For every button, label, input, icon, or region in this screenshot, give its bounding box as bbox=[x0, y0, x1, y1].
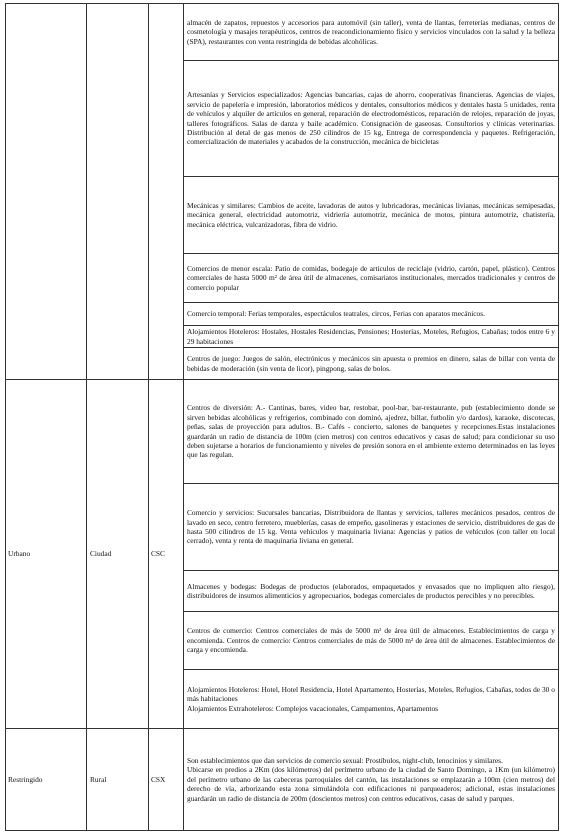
use-description bbox=[184, 729, 559, 831]
subzone-cell: Rural bbox=[87, 729, 149, 831]
land-use-table bbox=[5, 3, 559, 831]
zone-cell: Urbano bbox=[6, 380, 87, 729]
use-text: Centros de comercio: Centros comerciales de más de 5000 m² de área útil de almacenes. Establecimientos de carga y encomienda. Centros de comercio: Centros comerciales de más de 5000 m² de área útil de almacenes. Establecimientos de carga y encomienda. bbox=[187, 626, 555, 655]
subzone-cell: Ciudad bbox=[87, 380, 149, 729]
use-text: Son establecimientos que dan servicios de comercio sexual: Prostíbulos, night-club, lenocinios y similares. bbox=[187, 755, 503, 765]
use-text: Comercio temporal: Ferias temporales, espectáculos teatrales, circos, Ferias con aparatos mecánicos. bbox=[187, 309, 485, 319]
code-cell: CSC bbox=[149, 380, 184, 729]
use-description bbox=[184, 177, 559, 254]
use-text: Comercios de menor escala: Patio de comidas, bodegaje de artículos de reciclaje (vidrio, cartón, papel, plástico). Centros comerciales de hasta 5000 m² de área útil de almacenes, comisariatos institucionales, mercados tradicionales y centros de comercio popular bbox=[187, 263, 555, 292]
zone-cell: Restringido bbox=[6, 729, 87, 831]
use-text: Ubicarse en predios a 2Km (dos kilómetros) del perímetro urbano de la ciudad de Santo Domingo, a 1Km (un kilómetro) del perímetro urbano de las cabeceras parroquiales del cantón, las instalaciones se emplazarán a 100m (cien metros) del derecho de vía, arborizando esta zona simulándola con edificaciones ni parqueaderos; adicional, estas instalaciones guardarán un radio de distancia de 200m (doscientos metros) con centros educativos, casas de salud y parques. bbox=[187, 765, 555, 803]
use-text: Alojamientos Extrahoteleros: Complejos vacacionales, Campamentos, Apartamentos bbox=[187, 703, 439, 713]
table-row bbox=[6, 4, 559, 61]
use-description bbox=[184, 326, 559, 348]
zone-cell bbox=[6, 4, 87, 380]
use-text: Almacenes y bodegas: Bodegas de productos (elaborados, empaquetados y envasados que no impliquen alto riesgo), distribuidores de insumos alimenticios y agropecuarios, bodegas comerciales de productos perecibles y no perecibles. bbox=[187, 581, 555, 600]
use-description bbox=[184, 254, 559, 303]
use-text: Mecánicas y similares: Cambios de aceite, lavadoras de autos y lubricadoras, mecánicas livianas, mecánicas semipesadas, mecánica general, electricidad automotriz, vidriería automotriz, mecánica de motos, pintura automotriz, chatistería, mecánica eléctrica, vulcanizadoras, fibra de vidrio. bbox=[187, 200, 555, 229]
subzone-cell bbox=[87, 4, 149, 380]
use-description bbox=[184, 348, 559, 380]
code-cell: CSX bbox=[149, 729, 184, 831]
use-description bbox=[184, 303, 559, 326]
use-description bbox=[184, 670, 559, 729]
use-text: Artesanías y Servicios especializados: Agencias bancarias, cajas de ahorro, cooperativas financieras. Agencias de viajes, servicio de papelería e impresión, laboratorios médicos y dentales, consultorios médicos y dentales hasta 5 unidades, renta de vehículos y alquiler de artículos en general, reparación de electrodomésticos, reparación de relojes, reparación de joyas, talleres fotográficos. Salas de danza y baile académico. Consignación de gaseosas. Consultorios y clínicas veterinarias. Distribución al detal de gas menos de 250 cilindros de 15 kg, Entrega de correspondencia y paquetes. Refrigeración, comercialización de materiales y acabados de la construcción, mecánica de bicicletas bbox=[187, 90, 555, 147]
use-description bbox=[184, 484, 559, 571]
table-row bbox=[6, 729, 559, 831]
use-description bbox=[184, 612, 559, 670]
use-description bbox=[184, 380, 559, 484]
use-description bbox=[184, 61, 559, 177]
use-text: Centros de diversión: A.- Cantinas, bares, video bar, restobar, pool-bar, bar-restaurante, pub (establecimiento donde se sirven bebidas alcohólicas y refrigerios, combinado con dominó, ajedrez, billar, futbolín y/o dardos), karaoke, discotecas, peñas, salas de proyección para adultos. B.- Cafés - concierto, salones de banquetes y recepciones.Estas instalaciones guardarán un radio de distancia de 100m (cien metros) con centros educativos y casas de salud; para condicionar su uso deben sujetarse a horarios de funcionamiento y niveles de presión sonora en el ambiente externo determinados en las leyes que las regulan. bbox=[187, 403, 555, 460]
use-description bbox=[184, 571, 559, 612]
use-description bbox=[184, 4, 559, 61]
use-text: almacén de zapatos, repuestos y accesorios para automóvil (sin taller), venta de llantas, ferreterías medianas, centros de cosmetología y masajes terapéuticos, centros de reacondicionamiento físico y servicios vinculados con la salud y la belleza (SPA), restaurantes con venta restringida de bebidas alcohólicas. bbox=[187, 17, 555, 46]
code-cell bbox=[149, 4, 184, 380]
use-text: Alojamientos Hoteleros: Hostales, Hostales Residencias, Pensiones; Hosterías, Moteles, Refugios, Cabañas; todos entre 6 y 29 habitaciones bbox=[187, 327, 555, 346]
use-text: Centros de juego: Juegos de salón, electrónicos y mecánicos sin apuesta o premios en dinero, salas de billar con venta de bebidas de moderación (sin venta de licor), pingpong, salas de bolos. bbox=[187, 354, 555, 373]
use-text: Alojamientos Hoteleros: Hotel, Hotel Residencia, Hotel Apartamento, Hosterías, Moteles, Refugios, Cabañas, todos de 30 o más habitaciones bbox=[187, 684, 555, 704]
table-row bbox=[6, 380, 559, 484]
use-text: Comercio y servicios: Sucursales bancarias, Distribuidora de llantas y servicios, talleres mecánicos pesados, centros de lavado en seco, centro ferretero, mueblerías, casas de empeño, gasolineras y estaciones de servicio, distribuidores de gas de hasta 500 cilindros de 15 kg. Venta vehículos y maquinaria liviana: Agencias y patios de vehículos (con taller en local cerrado), venta y renta de maquinaria liviana en general. bbox=[187, 508, 555, 546]
